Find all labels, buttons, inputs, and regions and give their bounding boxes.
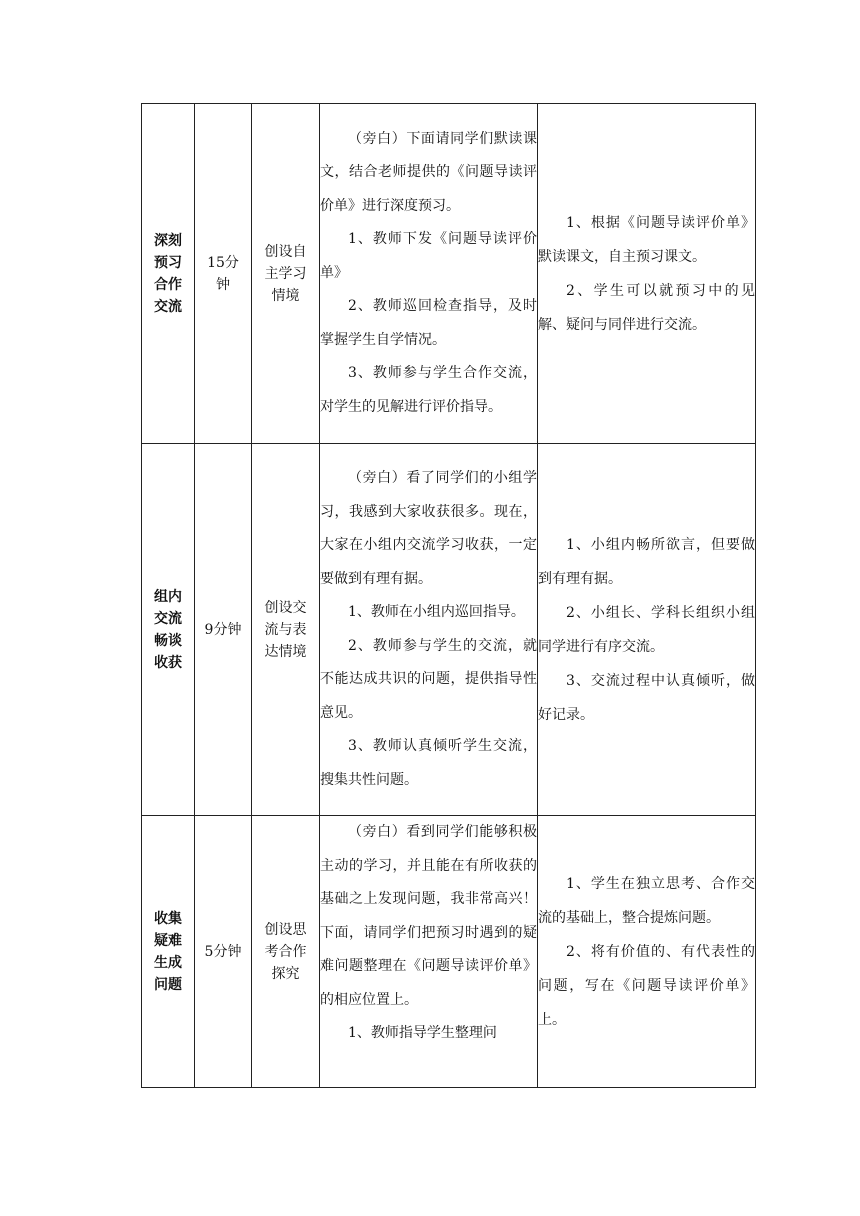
time-label: 9分钟 <box>204 621 242 638</box>
situation-cell <box>252 104 320 444</box>
teacher-paragraph: （旁白）看了同学们的小组学习，我感到大家收获很多。现在，大家在小组内交流学习收获，一定要做到有理有据。 <box>320 470 537 587</box>
time-cell <box>195 104 252 444</box>
table-row <box>142 444 756 816</box>
teacher-activity-cell <box>320 816 538 1088</box>
time-label: 15分钟 <box>207 254 239 293</box>
stage-cell <box>142 104 195 444</box>
student-paragraph: 2、小组长、学科长组织小组同学进行有序交流。 <box>538 604 755 655</box>
teacher-paragraph: 3、教师认真倾听学生交流，搜集共性问题。 <box>320 738 537 788</box>
teacher-paragraph: 1、教师在小组内巡回指导。 <box>348 604 525 620</box>
student-paragraph: 2、将有价值的、有代表性的问题，写在《问题导读评价单》上。 <box>538 943 755 1028</box>
lesson-plan-table <box>141 103 756 1088</box>
teacher-paragraph: 1、教师下发《问题导读评价单》 <box>320 231 537 281</box>
student-activity-cell <box>538 444 756 816</box>
teacher-paragraph: 2、教师参与学生的交流，就不能达成共识的问题，提供指导性意见。 <box>320 637 537 721</box>
student-paragraph: 2、学生可以就预习中的见解、疑问与同伴进行交流。 <box>538 282 755 333</box>
teacher-activity-cell <box>320 444 538 816</box>
stage-label: 收集疑难生成问题 <box>154 910 182 993</box>
student-paragraph: 1、学生在独立思考、合作交流的基础上，整合提炼问题。 <box>538 875 755 926</box>
situation-cell <box>252 444 320 816</box>
stage-cell <box>142 816 195 1088</box>
teacher-paragraph: 1、教师指导学生整理问 <box>348 1025 497 1041</box>
table-row <box>142 816 756 1088</box>
student-paragraph: 1、根据《问题导读评价单》默读课文，自主预习课文。 <box>538 214 755 265</box>
situation-cell <box>252 816 320 1088</box>
situation-label: 创设思考合作探究 <box>264 921 307 982</box>
student-activity-cell <box>538 104 756 444</box>
teacher-paragraph: 2、教师巡回检查指导，及时掌握学生自学情况。 <box>320 298 537 348</box>
teacher-activity-cell <box>320 104 538 444</box>
stage-label: 深刻预习合作交流 <box>154 232 182 315</box>
teacher-paragraph: 3、教师参与学生合作交流，对学生的见解进行评价指导。 <box>320 365 537 415</box>
time-cell <box>195 444 252 816</box>
time-label: 5分钟 <box>204 943 242 960</box>
situation-label: 创设自主学习情境 <box>264 243 307 304</box>
student-activity-cell <box>538 816 756 1088</box>
student-paragraph: 3、交流过程中认真倾听，做好记录。 <box>538 672 755 723</box>
teacher-paragraph: （旁白）看到同学们能够积极主动的学习，并且能在有所收获的基础之上发现问题，我非常高兴！下面，请同学们把预习时遇到的疑难问题整理在《问题导读评价单》的相应位置上。 <box>320 824 537 1008</box>
student-paragraph: 1、小组内畅所欲言，但要做到有理有据。 <box>538 536 755 587</box>
teacher-paragraph: （旁白）下面请同学们默读课文，结合老师提供的《问题导读评价单》进行深度预习。 <box>320 130 537 214</box>
situation-label: 创设交流与表达情境 <box>264 599 307 660</box>
time-cell <box>195 816 252 1088</box>
table-row <box>142 104 756 444</box>
stage-cell <box>142 444 195 816</box>
stage-label: 组内交流畅谈收获 <box>154 588 182 671</box>
